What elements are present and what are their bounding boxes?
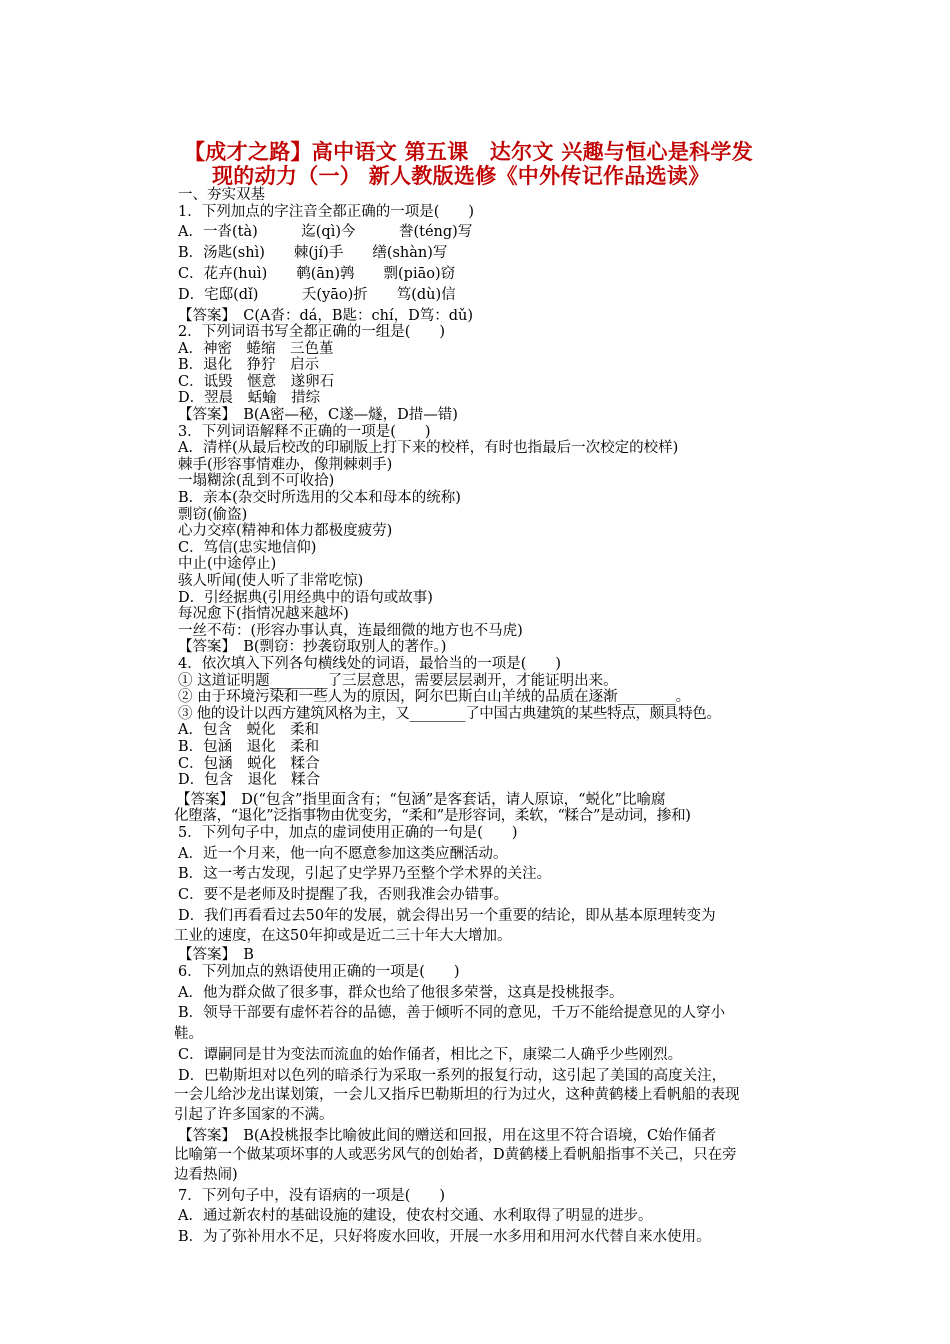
title-line-2: 现的动力（一） 新人教版选修《中外传记作品选读》	[212, 163, 710, 188]
option-line: C．要不是老师及时提醒了我，否则我准会办错事。	[178, 887, 509, 904]
answer-line: 比喻第一个做某项坏事的人或恶劣风气的创始者，D黄鹤楼上看帆船指事不关己，只在旁	[174, 1147, 737, 1164]
answer-line: 化堕落，“退化”泛指事物由优变劣，“柔和”是形容词，柔软，“糅合”是动词，掺和)	[174, 808, 691, 825]
option-line: C．诋毁 惬意 遂卵石	[178, 373, 335, 390]
option-line: A．神密 蜷缩 三色堇	[178, 340, 334, 357]
sentence-line: ③ 他的设计以西方建筑风格为主，又________了中国古典建筑的某些特点，颇具特色。	[178, 705, 721, 722]
question-6: 6．下列加点的熟语使用正确的一项是( )	[178, 963, 460, 980]
answer-line: 【答案】 D(“包含”指里面含有；“包涵”是客套话，请人原谅，“蜕化”比喻腐	[176, 791, 666, 808]
option-line: 每况愈下(指情况越来越坏)	[178, 606, 349, 623]
option-line: B．亲本(杂交时所选用的父本和母本的统称)	[178, 490, 461, 507]
answer-line: 边看热闹)	[174, 1166, 238, 1183]
question-7: 7．下列句子中，没有语病的一项是( )	[178, 1187, 446, 1204]
question-2: 2．下列词语书写全都正确的一组是( )	[178, 324, 446, 341]
option-line: A．包含 蜕化 柔和	[178, 722, 319, 739]
section-heading: 一、夯实双基	[178, 187, 265, 203]
document-body	[174, 187, 810, 1246]
sentence-line: ① 这道证明题________了三层意思，需要层层剥开，才能证明出来。	[178, 672, 618, 689]
option-line: C．谭嗣同是甘为变法而流血的始作俑者，相比之下，康梁二人确乎少些刚烈。	[178, 1046, 683, 1063]
option-line: B．退化 狰狞 启示	[178, 357, 320, 374]
answer-line: 【答案】 C(A沓：dá，B匙：chí，D笃：dǔ)	[178, 307, 474, 324]
option-line: C．笃信(忠实地信仰)	[178, 539, 317, 556]
option-line: B．领导干部要有虚怀若谷的品德，善于倾听不同的意见，千万不能给提意见的人穿小	[178, 1005, 726, 1022]
option-line: 工业的速度，在这50年抑或是近二三十年大大增加。	[174, 927, 512, 944]
option-line: C．花卉(huì) 鹌(ān)鹑 剽(piāo)窃	[178, 265, 456, 282]
option-line: D．引经据典(引用经典中的语句或故事)	[178, 589, 433, 606]
option-line: B．汤匙(shì) 棘(jí)手 缮(shàn)写	[178, 245, 448, 262]
option-line: D．翌晨 蛞蝓 措综	[178, 390, 321, 407]
question-5: 5．下列句子中，加点的虚词使用正确的一句是( )	[178, 824, 518, 841]
title-line-1: 【成才之路】高中语文 第五课 达尔文 兴趣与恒心是科学发	[184, 139, 754, 164]
option-line: 引起了许多国家的不满。	[174, 1106, 334, 1123]
option-line: 心力交瘁(精神和体力都极度疲劳)	[178, 523, 393, 540]
option-line: C．包涵 蜕化 糅合	[178, 755, 320, 772]
option-line: A．清样(从最后校改的印刷版上打下来的校样，有时也指最后一次校定的校样)	[178, 440, 679, 457]
option-line: A．他为群众做了很多事，群众也给了他很多荣誉，这真是投桃报李。	[178, 984, 624, 1001]
option-line: 一塌糊涂(乱到不可收拾)	[178, 473, 335, 490]
option-line: B．这一考古发现，引起了史学界乃至整个学术界的关注。	[178, 866, 552, 883]
option-line: 中止(中途停止)	[178, 556, 277, 573]
question-4: 4．依次填入下列各句横线处的词语，最恰当的一项是( )	[178, 655, 562, 672]
sentence-line: ② 由于环境污染和一些人为的原因，阿尔巴斯白山羊绒的品质在逐渐________。	[178, 689, 691, 706]
answer-line: 【答案】 B(剽窃：抄袭窃取别人的著作。)	[178, 639, 447, 656]
answer-line: 【答案】 B(A投桃报李比喻彼此间的赠送和回报，用在这里不符合语境，C始作俑者	[178, 1127, 717, 1144]
option-line: A．一沓(tà) 迄(qì)今 誊(téng)写	[178, 224, 473, 241]
option-line: 骇人听闻(使人听了非常吃惊)	[178, 573, 364, 589]
option-line: D．包含 退化 糅合	[178, 772, 321, 789]
option-line: B．为了弥补用水不足，只好将废水回收，开展一水多用和用河水代替自来水使用。	[178, 1229, 711, 1246]
option-line: D．宅邸(dǐ) 夭(yāo)折 笃(dù)信	[178, 286, 456, 303]
option-line: 棘手(形容事情难办，像荆棘刺手)	[178, 456, 393, 473]
option-line: D．我们再看看过去50年的发展，就会得出另一个重要的结论，即从基本原理转变为	[178, 908, 716, 925]
option-line: 一会儿给沙龙出谋划策，一会儿又指斥巴勒斯坦的行为过火，这种黄鹤楼上看帆船的表现	[174, 1087, 740, 1104]
option-line: 鞋。	[174, 1026, 203, 1043]
answer-line: 【答案】 B	[178, 947, 254, 964]
answer-line: 【答案】 B(A密—秘，C遂—燧，D措—错)	[178, 407, 458, 424]
option-line: B．包涵 退化 柔和	[178, 738, 320, 755]
document-title	[184, 140, 824, 188]
question-3: 3．下列词语解释不正确的一项是( )	[178, 423, 431, 440]
question-1: 1．下列加点的字注音全都正确的一项是( )	[178, 203, 475, 220]
option-line: A．通过新农村的基础设施的建设，使农村交通、水利取得了明显的进步。	[178, 1208, 653, 1225]
option-line: D．巴勒斯坦对以色列的暗杀行为采取一系列的报复行动，这引起了美国的高度关注，	[178, 1067, 727, 1084]
option-line: 剽窃(偷盗)	[178, 506, 248, 523]
option-line: A．近一个月来，他一向不愿意参加这类应酬活动。	[178, 845, 508, 862]
option-line: 一丝不苟：(形容办事认真，连最细微的地方也不马虎)	[178, 622, 523, 639]
